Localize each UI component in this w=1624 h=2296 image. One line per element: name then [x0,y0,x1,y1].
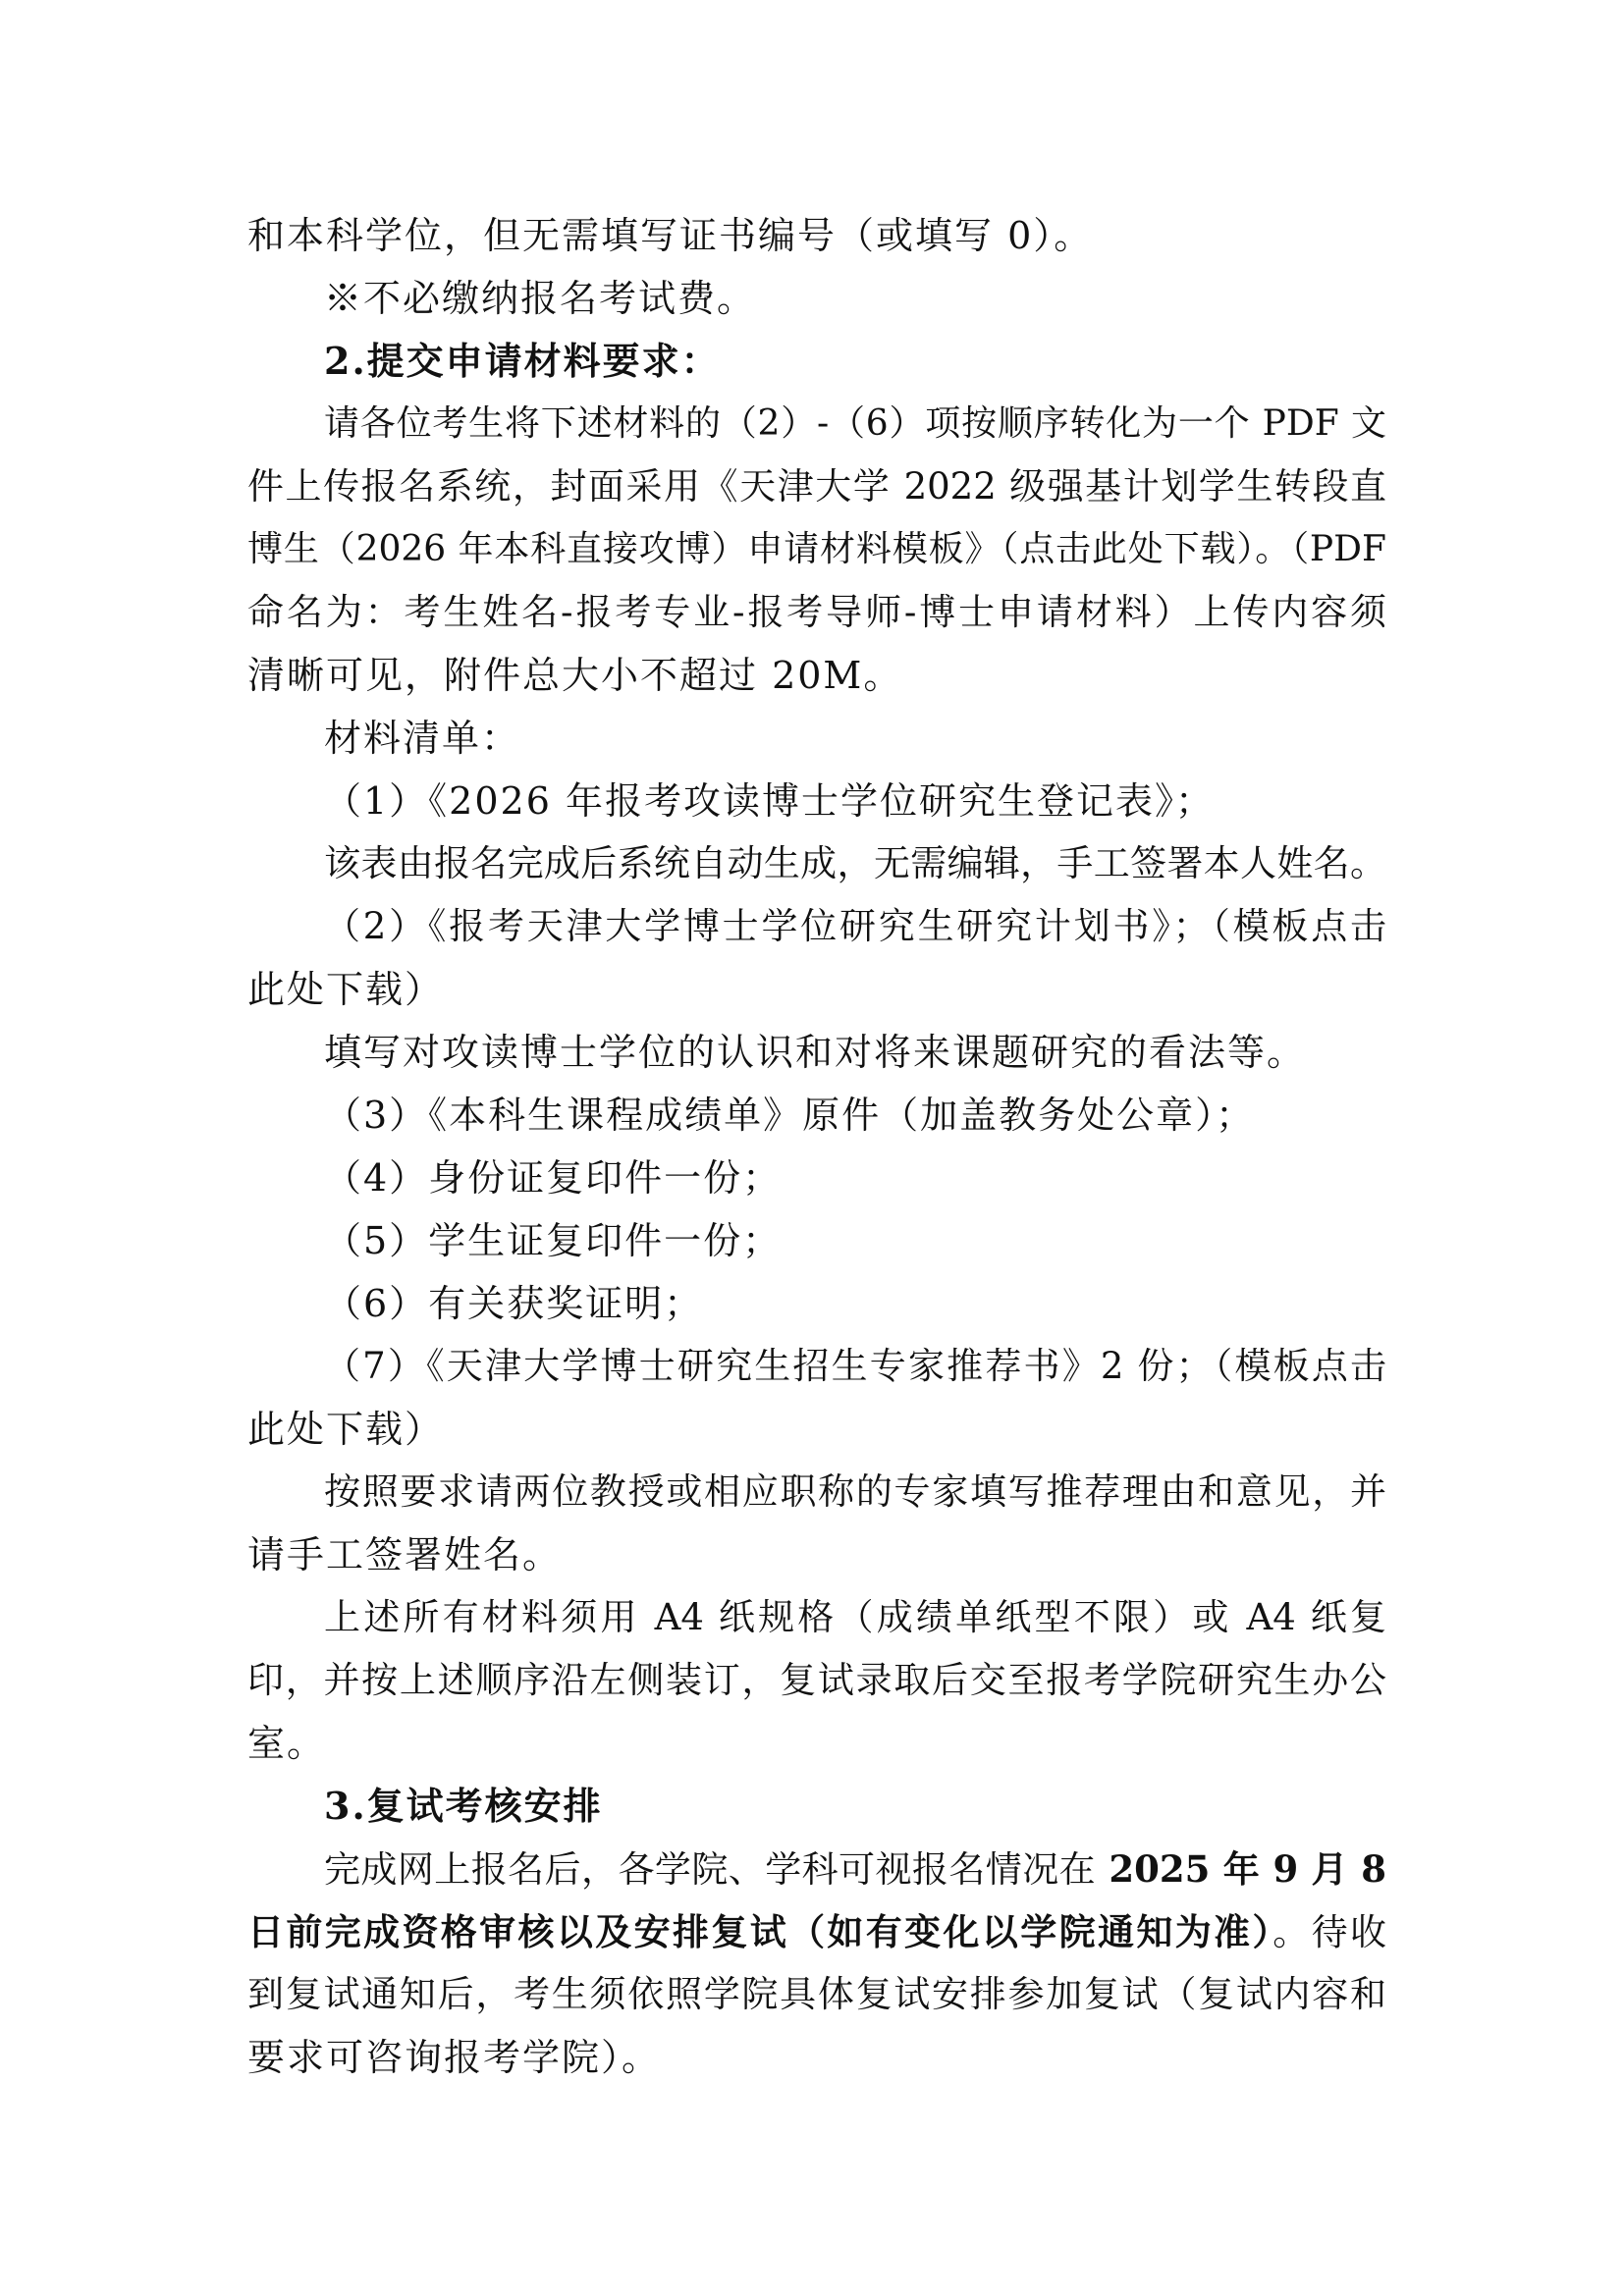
text-line: 和本科学位，但无需填写证书编号（或填写 0）。 [247,214,1094,257]
final-line2-bold: 日前完成资格审核以及安排复试（如有变化以学院通知为准） [247,1910,1273,1953]
text-line: （2）《报考天津大学博士学位研究生研究计划书》；（模板点击 [324,905,1386,947]
text-line: （1）《2026 年报考攻读博士学位研究生登记表》； [324,779,1215,823]
text-line: （4）身份证复印件一份； [324,1156,783,1200]
final-paragraph-line-4: 要求可咨询报考学院）。 [247,2036,662,2079]
text-line: （6）有关获奖证明； [324,1282,704,1325]
text-line: 室。 [247,1722,327,1765]
text-line: 命名为：考生姓名-报考专业-报考导师-博士申请材料）上传内容须 [247,591,1386,633]
text-line: 印，并按上述顺序沿左侧装订，复试录取后交至报考学院研究生办公 [247,1659,1386,1701]
section-heading: 3.复试考核安排 [324,1784,603,1828]
text-line: 此处下载） [247,1408,445,1451]
text-line: 填写对攻读博士学位的认识和对将来课题研究的看法等。 [324,1031,1307,1074]
text-line: 该表由报名完成后系统自动生成，无需编辑，手工签署本人姓名。 [324,842,1386,884]
text-lines [247,204,1386,1838]
final-paragraph-line-3: 到复试通知后，考生须依照学院具体复试安排参加复试（复试内容和 [247,1973,1386,2015]
text-line: （7）《天津大学博士研究生招生专家推荐书》2 份；（模板点击 [324,1345,1386,1387]
text-line: 材料清单： [324,717,521,760]
text-line: （5）学生证复印件一份； [324,1219,783,1262]
text-line: 此处下载） [247,968,445,1011]
text-line: 按照要求请两位教授或相应职称的专家填写推荐理由和意见，并 [324,1470,1386,1513]
document-body [247,204,1386,2089]
text-line: 件上传报名系统，封面采用《天津大学 2022 级强基计划学生转段直 [247,465,1386,507]
text-line: 请各位考生将下述材料的（2）-（6）项按顺序转化为一个 PDF 文 [324,403,1386,444]
final-paragraph-line-1 [247,1838,1386,1900]
text-line: （3）《本科生课程成绩单》原件（加盖教务处公章）； [324,1094,1256,1137]
text-line: ※不必缴纳报名考试费。 [324,277,757,320]
section-heading: 2.提交申请材料要求： [324,339,721,383]
text-line: 上述所有材料须用 A4 纸规格（成绩单纸型不限）或 A4 纸复 [324,1596,1386,1638]
text-line: 清晰可见，附件总大小不超过 20M。 [247,654,903,697]
final-line1-bold: 2025 年 9 月 8 [1096,1847,1386,1891]
final-line2-normal: 。待收 [1272,1911,1387,1953]
text-line: 博生（2026 年本科直接攻博）申请材料模板》（点击此处下载）。（PDF [247,529,1386,569]
text-line: 请手工签署姓名。 [247,1533,563,1576]
final-line1-normal: 完成网上报名后，各学院、学科可视报名情况在 [324,1848,1097,1891]
final-paragraph-line-2 [247,1900,1386,1963]
